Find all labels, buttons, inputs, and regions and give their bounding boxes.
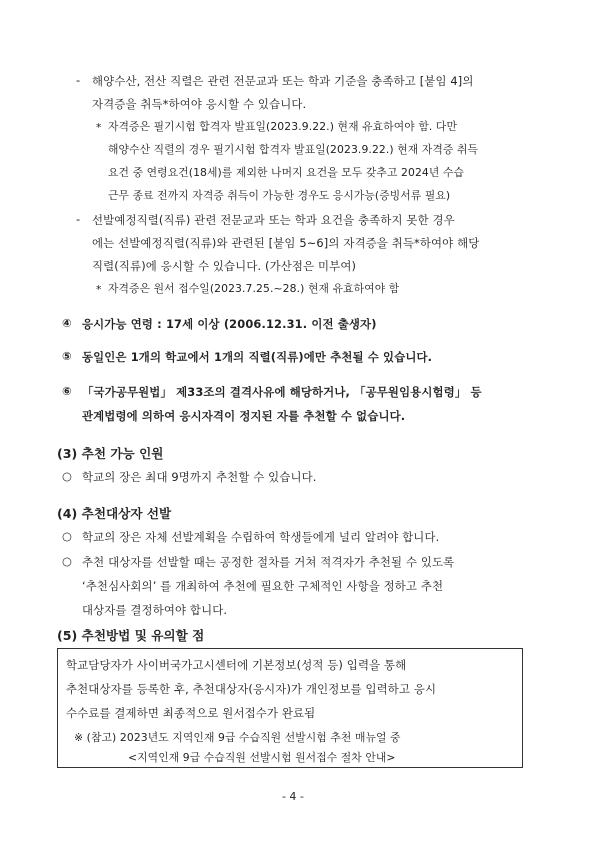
procedure-line2: 추천대상자를 등록한 후, 추천대상자(응시자)가 개인정보를 입력하고 응시 [66,682,437,696]
circle-bullet: ○ [62,529,73,543]
preselect-qual-line3: 직렬(직류)에 응시할 수 있습니다. (가산점은 미부여) [92,259,357,273]
circle-bullet: ○ [62,469,73,483]
procedure-line3: 수수료를 결제하면 최종적으로 원서접수가 완료됨 [66,706,316,720]
page-number: - 4 - [282,790,305,803]
max-recommend-count: 학교의 장은 최대 9명까지 추천할 수 있습니다. [82,470,317,484]
preselect-note-line1: 자격증은 원서 접수일(2023.7.25.~28.) 현재 유효하여야 함 [108,282,400,295]
reference-note-line1: ※ (참고) 2023년도 지역인재 9급 수습직원 선발시험 추천 매뉴얼 중 [74,731,401,744]
item-number-4: ④ [62,316,72,330]
note-asterisk: * [96,121,102,134]
age-requirement: 응시가능 연령 : 17세 이상 (2006.12.31. 이전 출생자) [82,317,377,331]
procedure-line1: 학교담당자가 사이버국가고시센터에 기본정보(성적 등) 입력을 통해 [66,658,407,672]
marine-qual-line1: 해양수산, 전산 직렬은 관련 전문교과 또는 학과 기준을 충족하고 [붙임 4]의 [92,74,474,88]
circle-bullet: ○ [62,554,73,568]
section4-heading: (4) 추천대상자 선발 [57,506,172,521]
section5-heading: (5) 추천방법 및 유의할 점 [57,628,205,643]
selection-plan-text: 학교의 장은 자체 선발계획을 수립하여 학생들에게 널리 알려야 합니다. [82,530,440,544]
disqualification-line2: 관계법령에 의하여 응시자격이 정지된 자를 추천할 수 없습니다. [82,409,406,423]
single-recommendation-rule: 동일인은 1개의 학교에서 1개의 직렬(직류)에만 추천될 수 있습니다. [82,350,433,364]
marine-note-line1: 자격증은 필기시험 합격자 발표일(2023.9.22.) 현재 유효하여야 함. 다만 [108,120,457,133]
fair-procedure-line1: 추천 대상자를 선발할 때는 공정한 절차를 거쳐 적격자가 추천될 수 있도록 [82,555,455,569]
disqualification-line1: 「국가공무원법」 제33조의 결격사유에 해당하거나, 「공무원임용시험령」 등 [82,385,482,399]
marine-note-line4: 근무 종료 전까지 자격증 취득이 가능한 경우도 응시가능(증빙서류 필요) [108,189,451,202]
dash-bullet: - [76,73,81,87]
fair-procedure-line3: 대상자를 결정하여야 합니다. [82,603,228,617]
item-number-6: ⑥ [62,384,72,398]
marine-note-line3: 요건 중 연령요건(18세)를 제외한 나머지 요건을 모두 갖추고 2024년 수습 [108,166,465,179]
item-number-5: ⑤ [62,349,72,363]
dash-bullet: - [76,212,81,226]
fair-procedure-line2: ‘추천심사회의’ 를 개최하여 추천에 필요한 구체적인 사항을 정하고 추천 [82,579,444,593]
section3-heading: (3) 추천 가능 인원 [57,446,164,461]
marine-note-line2: 해양수산 직렬의 경우 필기시험 합격자 발표일(2023.9.22.) 현재 자격증 취득 [108,143,479,156]
preselect-qual-line1: 선발예정직렬(직류) 관련 전문교과 또는 학과 요건을 충족하지 못한 경우 [92,213,455,227]
reference-note-line2: <지역인재 9급 수습직원 선발시험 원서접수 절차 안내> [128,751,396,764]
preselect-qual-line2: 에는 선발예정직렬(직류)와 관련된 [붙임 5~6]의 자격증을 취득*하여야 해당 [92,236,480,250]
marine-qual-line2: 자격증을 취득*하여야 응시할 수 있습니다. [92,97,307,111]
note-asterisk: * [96,283,102,296]
